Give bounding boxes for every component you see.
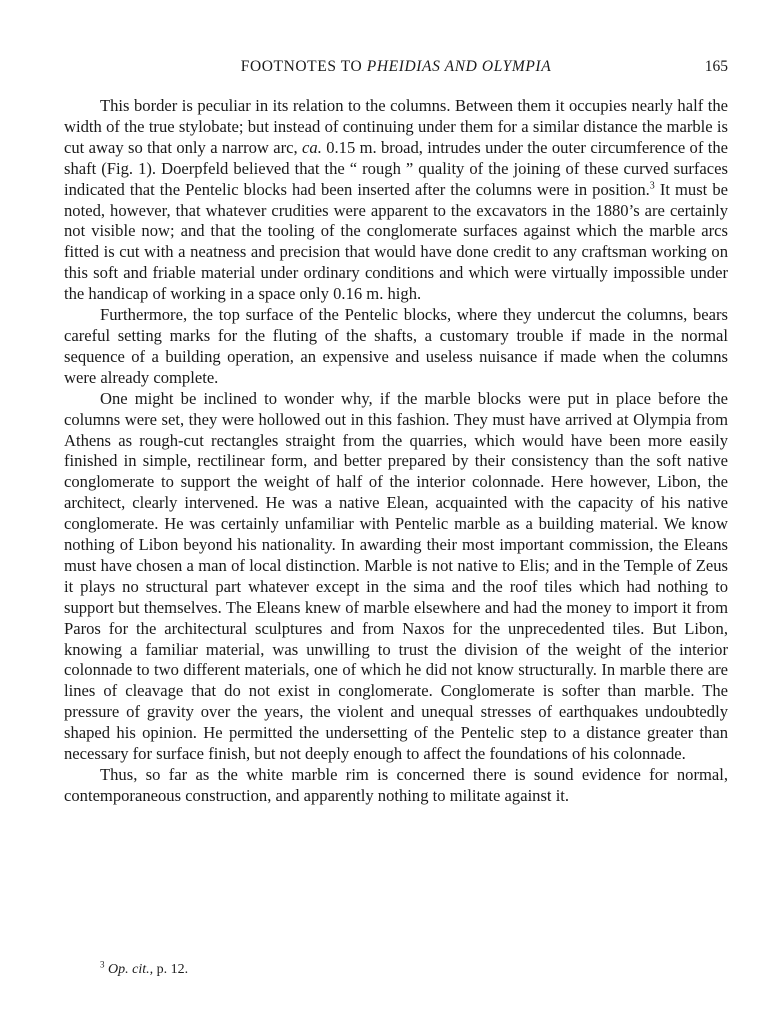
paragraph-3: One might be inclined to wonder why, if the marble blocks were put in place before the columns were set, they were hollowed out in this fashion. They must have arrived at Olympia from Athens as rough-cut rectangles straight from the quarries, which would have been more easily finished in simple, rectilinear form, and better prepared by their consistency than the soft native conglomerate to support the weight of half of the interior colonnade. Here however, Libon, the architect, clearly intervened. He was a native Elean, acquainted with the capacity of his native conglomerate. He was certainly unfamiliar with Pentelic marble as a building material. We know nothing of Libon beyond his nationality. In awarding their most important commission, the Eleans must have chosen a man of local distinction. Marble is not native to Elis; and in the Temple of Zeus it plays no structural part whatever except in the sima and the roof tiles which had nothing to support but themselves. The Eleans knew of marble elsewhere and had the money to import it from Paros for the architectural sculptures and from Naxos for the unprecedented tiles. But Libon, knowing a familiar material, was unwilling to trust the division of the weight of the interior colonnade to two different materials, one of which he did not know structurally. In marble there are lines of cleavage that do not exist in conglomerate. Conglomerate is softer than marble. The pressure of gravity over the years, the violent and unequal stresses of earthquakes undoubtedly shaped his opinion. He permitted the undersetting of the Pentelic step to a distance greater than necessary for surface finish, but not deeply enough to affect the foundations of his colonnade. <box>64 388 728 764</box>
footnote-citation: Op. cit., <box>108 962 154 977</box>
footnote-page: p. 12. <box>153 962 189 977</box>
running-head-italic-title: PHEIDIAS AND OLYMPIA <box>366 58 552 75</box>
footnote-mark: 3 <box>100 959 105 970</box>
footnote-reference: 3 <box>649 180 655 192</box>
body-text <box>64 96 728 807</box>
paragraph-1-part-2: 0.15 m. broad, intrudes under the outer circumference of the shaft (Fig. 1). Doerpfeld believed that the “ rough ” quality of the joining of these curved surfaces indicated that the Pentelic blocks had been inserted after the columns were in position. <box>64 137 729 199</box>
running-head-prefix: FOOTNOTES TO <box>240 58 367 75</box>
running-head <box>64 58 728 80</box>
paragraph-1-part-3: It must be noted, however, that whatever crudities were apparent to the excavators in the 1880’s are certainly not visible now; and that the tooling of the conglomerate surfaces against which the marble arcs fitted is cut with a neatness and precision that would have done credit to any craftsman working on this soft and friable material under ordinary conditions and which were virtually impossible under the handicap of working in a space only 0.16 m. high. <box>64 179 728 304</box>
page-number: 165 <box>704 58 728 75</box>
running-head-title <box>64 58 728 76</box>
paragraph-1-part-1: This border is peculiar in its relation to the columns. Between them it occupies nearly half the width of the true stylobate; but instead of continuing under them for a similar distance the marble is cut away so that only a narrow arc, <box>64 96 728 157</box>
paragraph-1-italic-ca: ca. <box>302 137 322 157</box>
footnote <box>100 961 188 979</box>
paragraph-2: Furthermore, the top surface of the Pentelic blocks, where they undercut the columns, bears careful setting marks for the fluting of the shafts, a customary trouble if made in the normal sequence of a building operation, an expensive and useless nuisance if made when the columns were already complete. <box>64 305 728 387</box>
paragraph-1 <box>64 96 728 305</box>
paragraph-4: Thus, so far as the white marble rim is concerned there is sound evidence for normal, contemporaneous construction, and apparently nothing to militate against it. <box>64 765 728 805</box>
